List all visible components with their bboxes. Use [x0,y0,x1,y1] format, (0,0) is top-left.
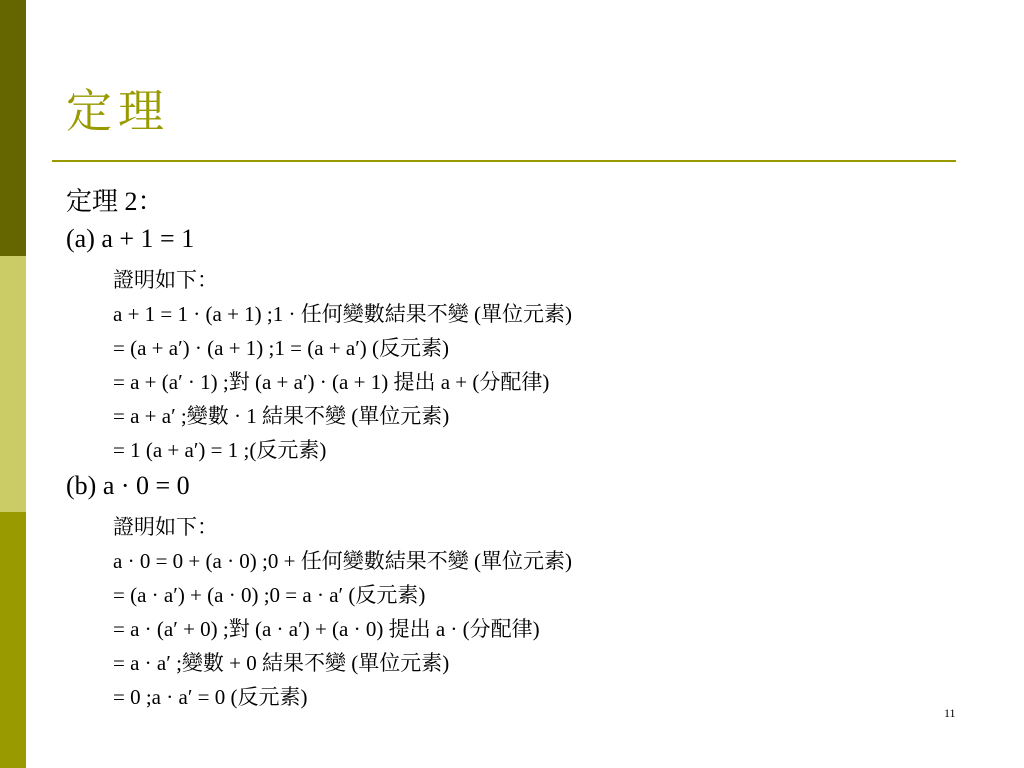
part-a-statement: (a) a + 1 = 1 [66,224,195,253]
part-a-proof-step-1: a + 1 = 1 · (a + 1) ;1 · 任何變數結果不變 (單位元素) [113,302,572,326]
part-b-proof-step-1: a · 0 = 0 + (a · 0) ;0 + 任何變數結果不變 (單位元素) [113,549,572,573]
sidebar-band-bottom [0,512,26,768]
theorem-heading: 定理 2： [66,187,164,216]
part-b-proof-label: 證明如下： [113,515,218,539]
part-a-proof-step-5: = 1 (a + a′) = 1 ;(反元素) [113,438,327,462]
title-divider [52,160,956,162]
part-b-statement: (b) a · 0 = 0 [66,471,190,500]
part-b-proof-step-4: = a · a′ ;變數 + 0 結果不變 (單位元素) [113,651,450,675]
slide-title: 定理 [66,84,170,138]
page-number: 11 [944,706,956,720]
sidebar-band-top [0,0,26,256]
part-a-proof-label: 證明如下： [113,268,218,292]
part-a-proof-step-3: = a + (a′ · 1) ;對 (a + a′) · (a + 1) 提出 a + (分配律) [113,370,550,394]
part-a-proof-step-4: = a + a′ ;變數 · 1 結果不變 (單位元素) [113,404,450,428]
part-b-proof-step-3: = a · (a′ + 0) ;對 (a · a′) + (a · 0) 提出 a · (分配律) [113,617,540,641]
part-b-proof-step-2: = (a · a′) + (a · 0) ;0 = a · a′ (反元素) [113,583,426,607]
part-a-proof-step-2: = (a + a′) · (a + 1) ;1 = (a + a′) (反元素) [113,336,450,360]
sidebar-band-middle [0,256,26,512]
part-b-proof-step-5: = 0 ;a · a′ = 0 (反元素) [113,685,308,709]
